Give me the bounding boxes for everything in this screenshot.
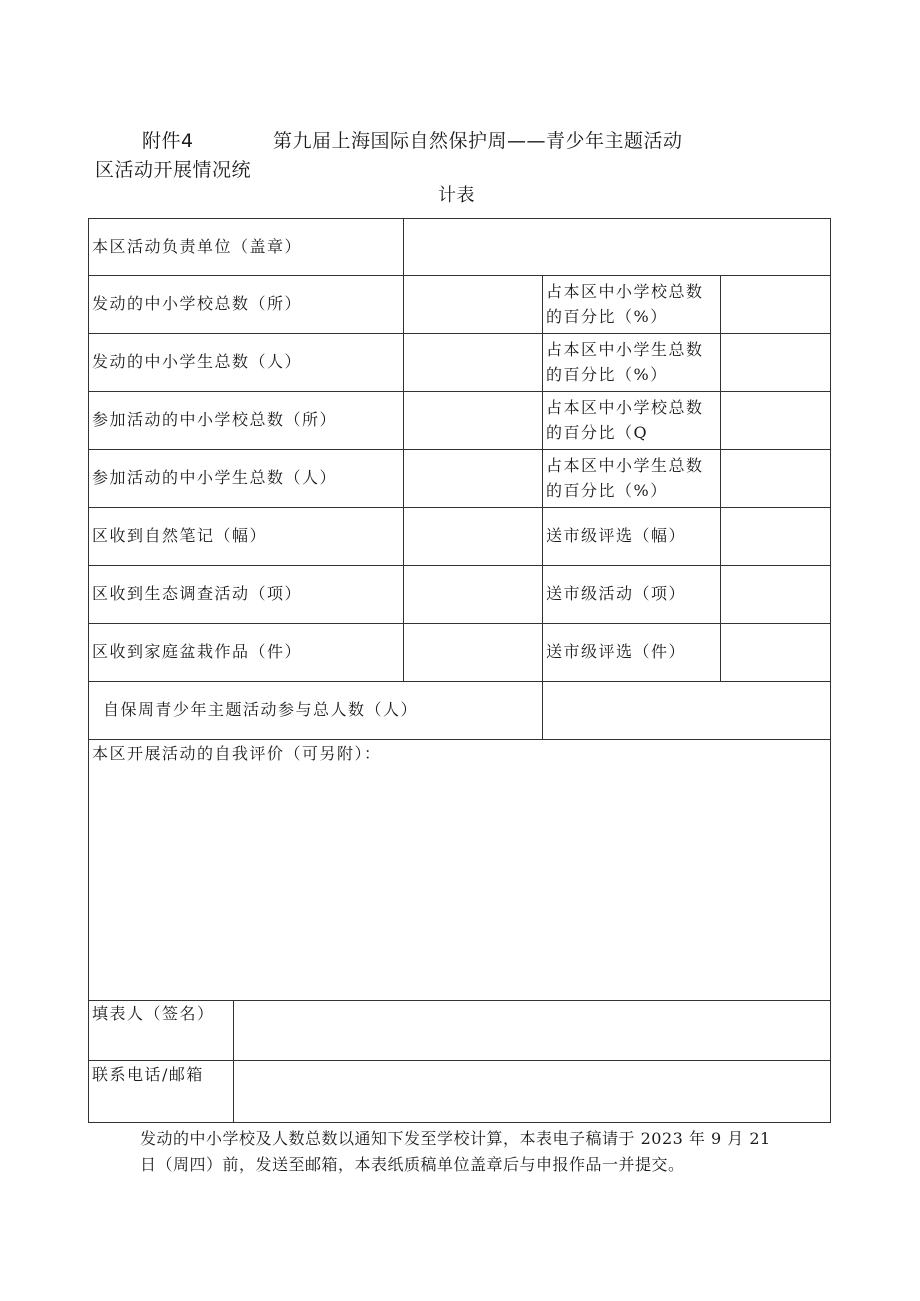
table-border-right xyxy=(830,218,831,1123)
row-label: 发动的中小学生总数（人） xyxy=(92,352,303,371)
table-hline xyxy=(88,739,831,740)
row-label: 发动的中小学校总数（所） xyxy=(92,294,303,313)
contact-label: 联系电话/邮箱 xyxy=(92,1065,204,1084)
filler-input[interactable] xyxy=(234,1001,830,1059)
ratio-label-line1: 占本区中小学生总数 xyxy=(546,456,704,475)
row-label: 区收到生态调查活动（项） xyxy=(92,584,303,603)
total-input[interactable] xyxy=(543,682,830,738)
ratio-label: 送市级评选（件） xyxy=(546,642,687,661)
total-label: 自保周青少年主题活动参与总人数（人） xyxy=(103,700,419,719)
ratio-label-line1: 占本区中小学校总数 xyxy=(546,282,704,301)
ratio-label-line2: 的百分比（Q xyxy=(546,423,649,442)
row-value-input[interactable] xyxy=(404,566,542,623)
ratio-label-line1: 占本区中小学校总数 xyxy=(546,398,704,417)
ratio-value-input[interactable] xyxy=(721,508,830,565)
row-value-input[interactable] xyxy=(404,450,542,507)
page-title-line2: 区活动开展情况统 xyxy=(95,159,252,181)
filler-label: 填表人（签名） xyxy=(92,1004,215,1023)
row-label: 区收到自然笔记（幅） xyxy=(92,526,268,545)
ratio-value-input[interactable] xyxy=(721,624,830,681)
row-label: 区收到家庭盆栽作品（件） xyxy=(92,642,303,661)
unit-input[interactable] xyxy=(404,219,830,275)
ratio-value-input[interactable] xyxy=(721,450,830,507)
ratio-label-line1: 占本区中小学生总数 xyxy=(546,340,704,359)
ratio-label: 送市级活动（项） xyxy=(546,584,687,603)
row-label: 参加活动的中小学校总数（所） xyxy=(92,410,338,429)
ratio-label-line2: 的百分比（%） xyxy=(546,365,668,384)
footer-note-line1: 发动的中小学校及人数总数以通知下发至学校计算，本表电子稿请于 2023 年 9 月 21 xyxy=(140,1129,771,1148)
row-value-input[interactable] xyxy=(404,624,542,681)
attachment-label: 附件4 xyxy=(142,130,194,152)
row-value-input[interactable] xyxy=(404,276,542,333)
ratio-value-input[interactable] xyxy=(721,334,830,391)
footer-note-line2: 日（周四）前，发送至邮箱，本表纸质稿单位盖章后与申报作品一并提交。 xyxy=(140,1155,685,1174)
unit-label: 本区活动负责单位（盖章） xyxy=(92,237,303,256)
evaluation-label: 本区开展活动的自我评价（可另附）： xyxy=(92,744,382,763)
ratio-value-input[interactable] xyxy=(721,276,830,333)
row-value-input[interactable] xyxy=(404,508,542,565)
evaluation-textarea[interactable] xyxy=(89,768,830,1000)
row-label: 参加活动的中小学生总数（人） xyxy=(92,468,338,487)
row-value-input[interactable] xyxy=(404,334,542,391)
contact-input[interactable] xyxy=(234,1061,830,1121)
row-value-input[interactable] xyxy=(404,392,542,449)
table-vline xyxy=(542,275,543,739)
ratio-label: 送市级评选（幅） xyxy=(546,526,687,545)
ratio-value-input[interactable] xyxy=(721,566,830,623)
ratio-label-line2: 的百分比（%） xyxy=(546,481,668,500)
page-title-line3: 计表 xyxy=(438,185,475,206)
page-title: 第九届上海国际自然保护周——青少年主题活动 xyxy=(273,130,683,152)
ratio-value-input[interactable] xyxy=(721,392,830,449)
table-hline xyxy=(88,1122,831,1123)
ratio-label-line2: 的百分比（%） xyxy=(546,307,668,326)
